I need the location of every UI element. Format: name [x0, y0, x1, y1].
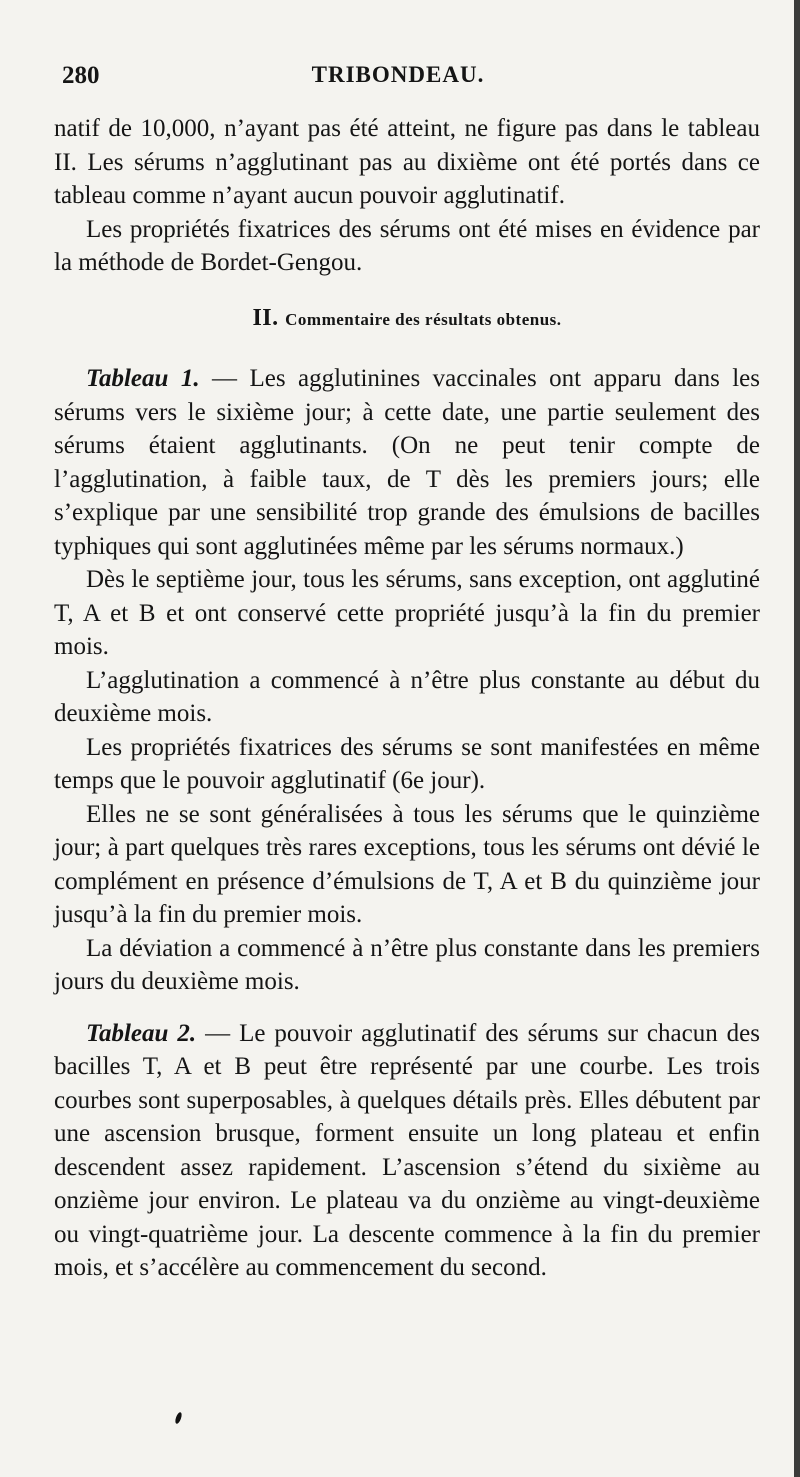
paragraph: Elles ne se sont généralisées à tous les sérums que le quinzième jour; à part quelques très rares exceptions, tous les sérums ont dévié le complément en présence d’émulsions de T, A et B du quinzième jour jusqu’à la fin du premier mois. [54, 800, 760, 928]
ink-speck [174, 1412, 183, 1425]
section-heading-text: Commentaire des résultats obtenus. [285, 309, 562, 329]
page-body [54, 112, 760, 1285]
page-edge-shadow [794, 0, 800, 1477]
paragraph [54, 1017, 760, 1285]
paragraph: Les propriétés fixatrices des sérums ont été mises en évidence par la méthode de Bordet-Gengou. [54, 215, 760, 276]
paragraph: La déviation a commencé à n’être plus constante dans les premiers jours du deuxième mois. [54, 934, 760, 995]
paragraph: natif de 10,000, n’ayant pas été atteint, ne figure pas dans le tableau II. Les sérums n’agglutinant pas au dixième ont été portés dans ce tableau comme n’ayant aucun pouvoir agglutinatif. [54, 115, 760, 209]
running-head: TRIBONDEAU. [311, 62, 485, 87]
section-numeral: II. [252, 304, 279, 331]
page-header [62, 62, 734, 92]
paragraph [54, 362, 760, 563]
table-reference: Tableau 1. [86, 365, 200, 392]
paragraph: Les propriétés fixatrices des sérums se sont manifestées en même temps que le pouvoir agglutinatif (6e jour). [54, 733, 760, 794]
section-title [54, 302, 760, 337]
paragraph-text: — Le pouvoir agglutinatif des sérums sur chacun des bacilles T, A et B peut être représenté par une courbe. Les trois courbes sont superposables, à quelques détails près. Elles débutent par une ascension brusque, forment ensuite un long plateau et enfin descendent assez rapidement. L’ascension s’étend du sixième au onzième jour environ. Le plateau va du onzième au vingt-deuxième ou vingt-quatrième jour. La descente commence à la fin du premier mois, et s’accélère au commencement du second. [54, 1019, 761, 1281]
paragraph: L’agglutination a commencé à n’être plus constante au début du deuxième mois. [54, 666, 760, 727]
page-number: 280 [62, 62, 100, 89]
table-reference: Tableau 2. [86, 1019, 197, 1047]
paragraph-gap [54, 999, 760, 1017]
paragraph-text: — Les agglutinines vaccinales ont apparu dans les sérums vers le sixième jour; à cette date, une partie seulement des sérums étaient agglutinants. (On ne peut tenir compte de l’agglutination, à faible taux, de T dès les premiers jours; elle s’explique par une sensibilité trop grande des émulsions de bacilles typhiques qui sont agglutinées même par les sérums normaux.) [54, 365, 761, 560]
paragraph: Dès le septième jour, tous les sérums, sans exception, ont agglutiné T, A et B et ont conservé cette propriété jusqu’à la fin du premier mois. [54, 566, 760, 660]
